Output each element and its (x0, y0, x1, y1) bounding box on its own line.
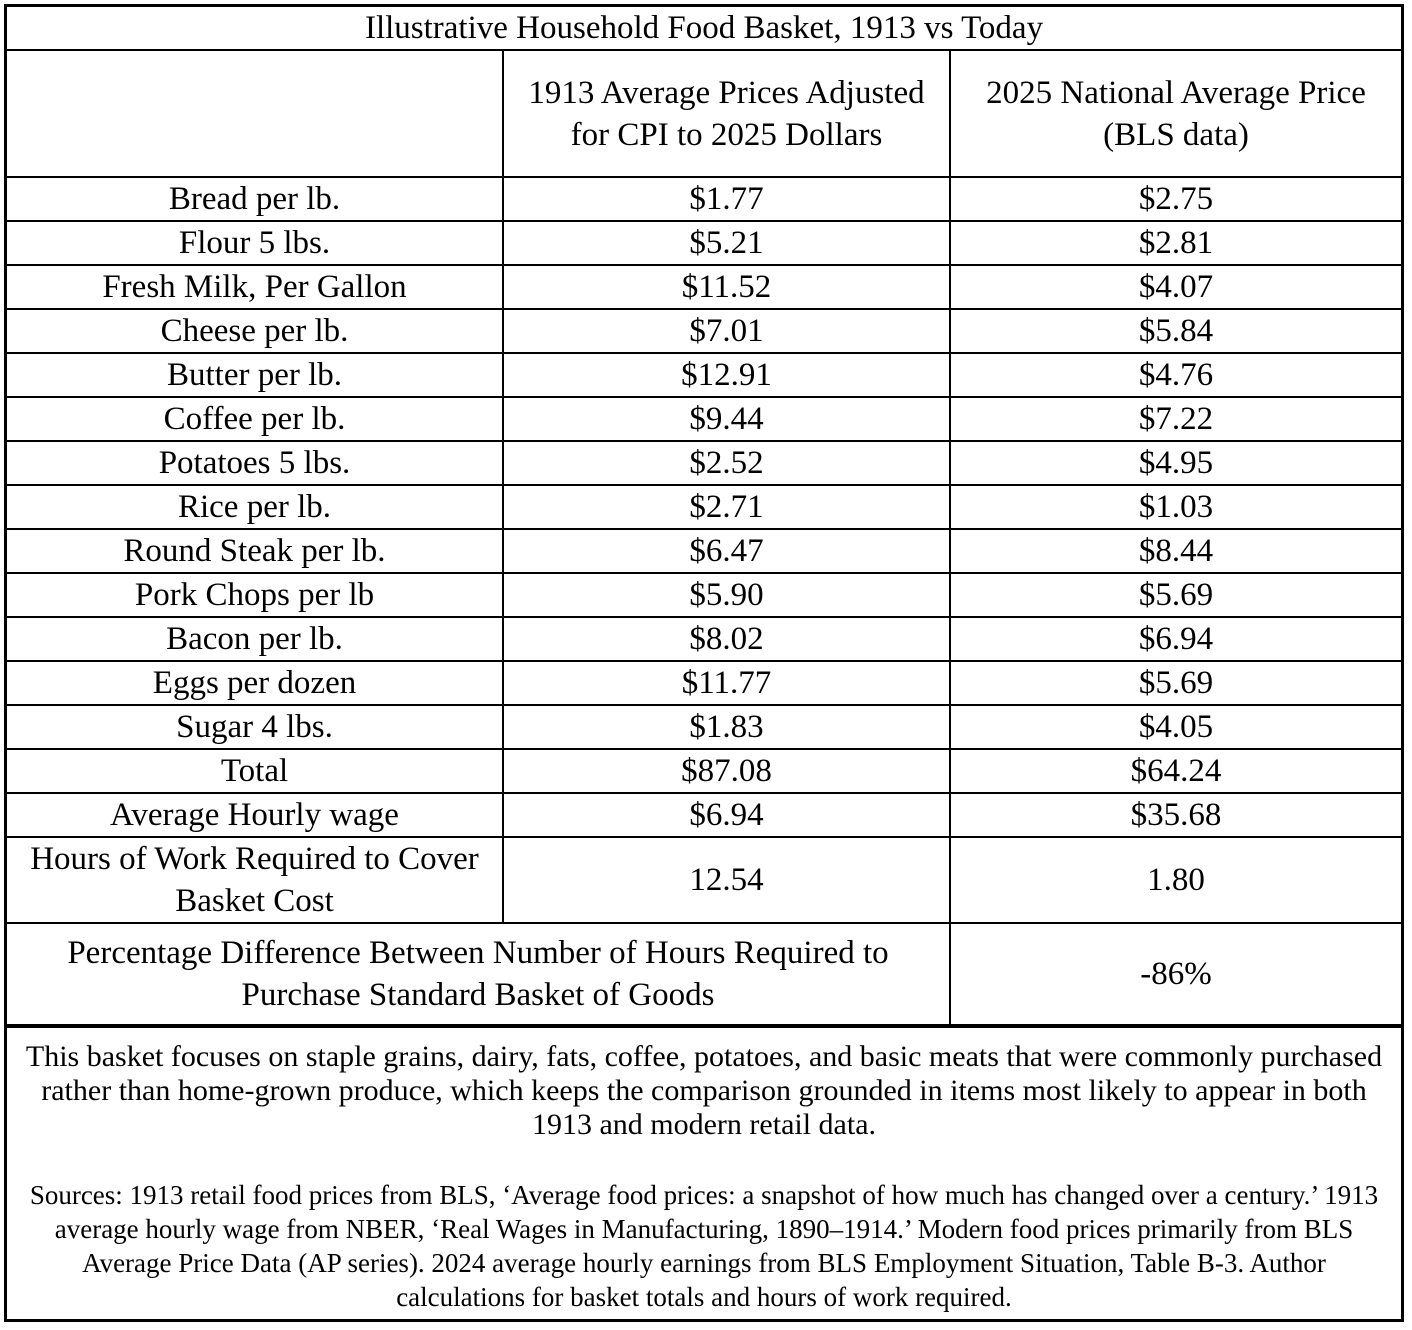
hours-1913: 12.54 (503, 837, 950, 923)
item-name: Eggs per dozen (7, 661, 503, 705)
table-row (7, 265, 1401, 309)
hours-row (7, 837, 1401, 923)
table-row (7, 441, 1401, 485)
wage-label: Average Hourly wage (7, 793, 503, 837)
percentage-label: Percentage Difference Between Number of Hours Required to Purchase Standard Basket of Goods (7, 923, 950, 1025)
item-name: Pork Chops per lb (7, 573, 503, 617)
price-1913: $1.77 (503, 177, 950, 221)
price-1913: $2.52 (503, 441, 950, 485)
price-1913: $5.21 (503, 221, 950, 265)
item-name: Coffee per lb. (7, 397, 503, 441)
table-row (7, 221, 1401, 265)
price-1913: $2.71 (503, 485, 950, 529)
item-name: Flour 5 lbs. (7, 221, 503, 265)
table-title: Illustrative Household Food Basket, 1913 vs Today (7, 7, 1401, 50)
item-name: Round Steak per lb. (7, 529, 503, 573)
wage-1913: $6.94 (503, 793, 950, 837)
percentage-value: -86% (950, 923, 1401, 1025)
price-2025: $4.07 (950, 265, 1401, 309)
food-basket-table (7, 7, 1401, 1026)
price-1913: $11.77 (503, 661, 950, 705)
table-row (7, 397, 1401, 441)
table-row (7, 177, 1401, 221)
table-row (7, 661, 1401, 705)
table-row (7, 485, 1401, 529)
column-header-item (7, 50, 503, 177)
price-2025: $2.81 (950, 221, 1401, 265)
price-1913: $9.44 (503, 397, 950, 441)
price-1913: $12.91 (503, 353, 950, 397)
price-2025: $1.03 (950, 485, 1401, 529)
table-notes (7, 1026, 1401, 1314)
price-1913: $8.02 (503, 617, 950, 661)
table-row (7, 573, 1401, 617)
total-row (7, 749, 1401, 793)
sources-note: Sources: 1913 retail food prices from BLS, ‘Average food prices: a snapshot of how much has changed over a century.’ 1913 average hourly wage from NBER, ‘Real Wages in Manufacturing, 1890–1914.’ Modern food prices primarily from BLS Average Price Data (AP series). 2024 average hourly earnings from BLS Employment Situation, Table B-3. Author calculations for basket totals and hours of work required. (29, 1180, 1379, 1312)
total-2025: $64.24 (950, 749, 1401, 793)
header-row (7, 50, 1401, 177)
item-name: Rice per lb. (7, 485, 503, 529)
price-2025: $7.22 (950, 397, 1401, 441)
title-row (7, 7, 1401, 50)
hours-label: Hours of Work Required to Cover Basket Cost (7, 837, 503, 923)
table-row (7, 617, 1401, 661)
price-2025: $4.95 (950, 441, 1401, 485)
item-name: Fresh Milk, Per Gallon (7, 265, 503, 309)
item-name: Bread per lb. (7, 177, 503, 221)
hours-2025: 1.80 (950, 837, 1401, 923)
column-header-2025-price: 2025 National Average Price (BLS data) (950, 50, 1401, 177)
price-1913: $7.01 (503, 309, 950, 353)
price-2025: $5.69 (950, 661, 1401, 705)
price-1913: $1.83 (503, 705, 950, 749)
table-row (7, 705, 1401, 749)
price-2025: $5.69 (950, 573, 1401, 617)
price-2025: $8.44 (950, 529, 1401, 573)
price-2025: $4.76 (950, 353, 1401, 397)
item-name: Bacon per lb. (7, 617, 503, 661)
column-header-1913-price: 1913 Average Prices Adjusted for CPI to 2025 Dollars (503, 50, 950, 177)
table-row (7, 309, 1401, 353)
total-1913: $87.08 (503, 749, 950, 793)
item-name: Butter per lb. (7, 353, 503, 397)
price-2025: $5.84 (950, 309, 1401, 353)
item-name: Sugar 4 lbs. (7, 705, 503, 749)
wage-row (7, 793, 1401, 837)
price-1913: $11.52 (503, 265, 950, 309)
food-basket-table-frame (4, 4, 1404, 1322)
price-2025: $4.05 (950, 705, 1401, 749)
price-1913: $5.90 (503, 573, 950, 617)
item-name: Cheese per lb. (7, 309, 503, 353)
table-row (7, 529, 1401, 573)
price-1913: $6.47 (503, 529, 950, 573)
wage-2025: $35.68 (950, 793, 1401, 837)
price-2025: $6.94 (950, 617, 1401, 661)
table-row (7, 353, 1401, 397)
price-2025: $2.75 (950, 177, 1401, 221)
percentage-row (7, 923, 1401, 1025)
total-label: Total (7, 749, 503, 793)
basket-note: This basket focuses on staple grains, dairy, fats, coffee, potatoes, and basic meats that were commonly purchased rather than home-grown produce, which keeps the comparison grounded in items most likely to appear in both 1913 and modern retail data. (25, 1040, 1383, 1141)
item-name: Potatoes 5 lbs. (7, 441, 503, 485)
